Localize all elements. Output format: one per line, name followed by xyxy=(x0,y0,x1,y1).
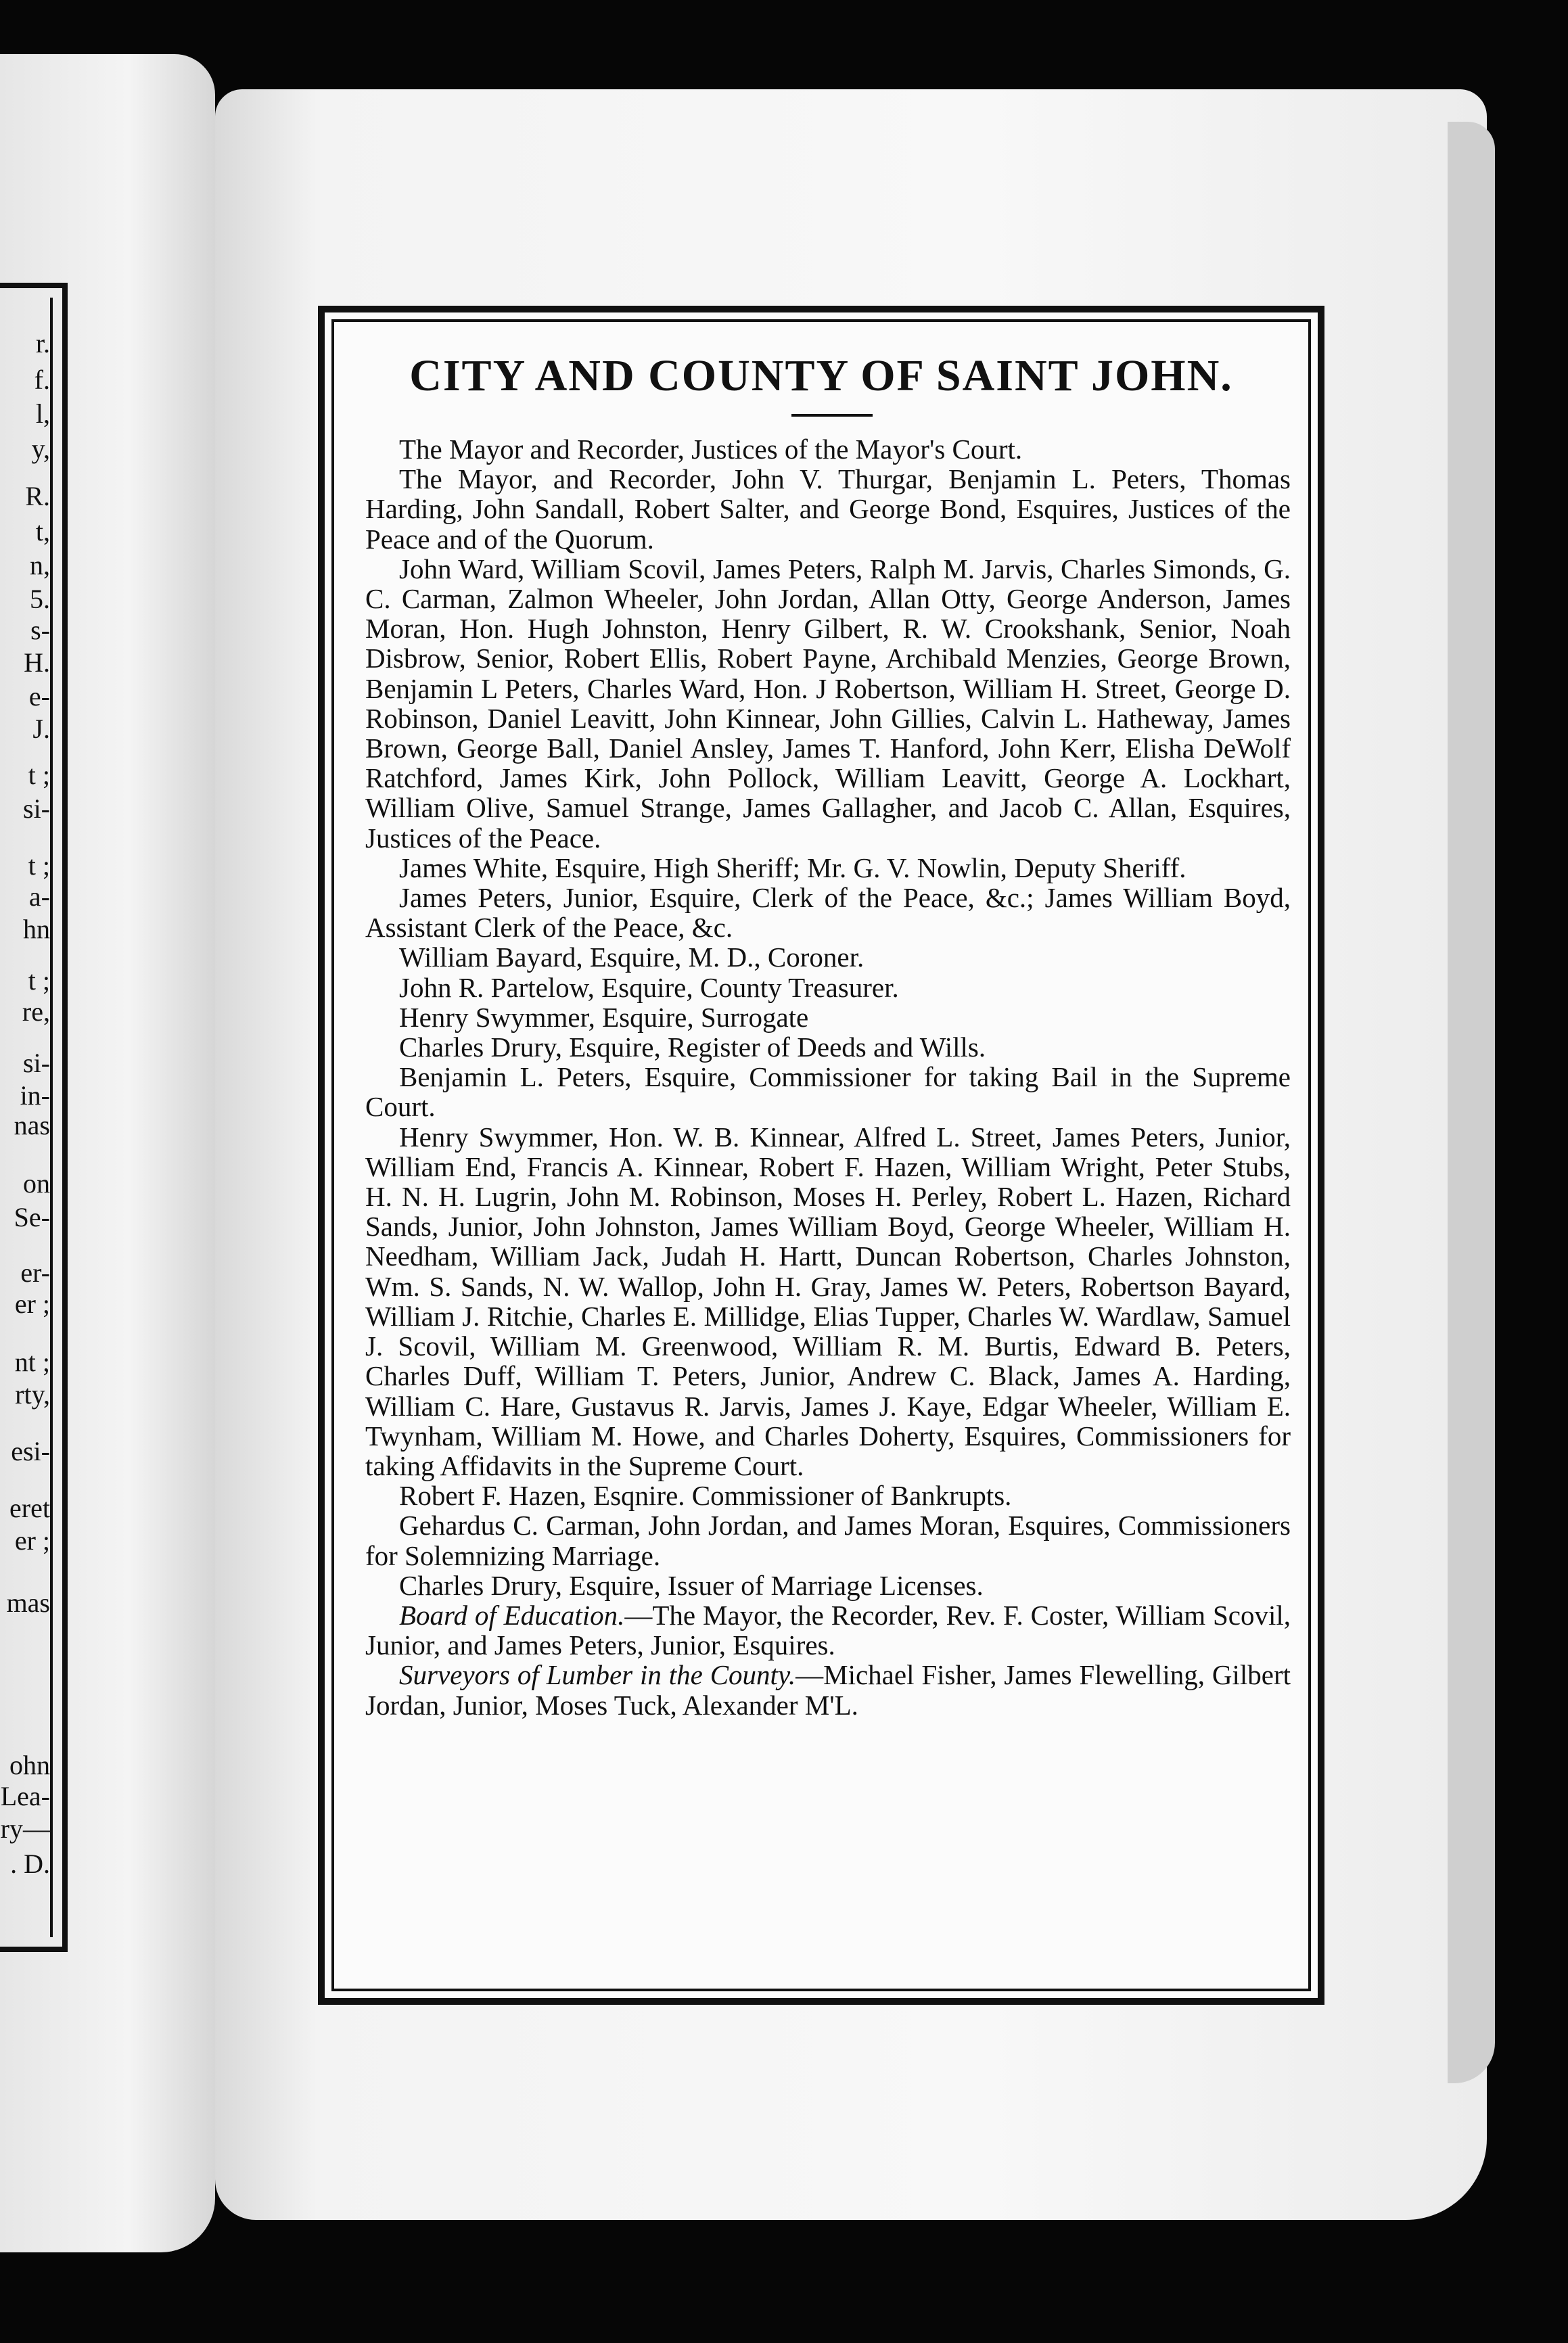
paragraph: Charles Drury, Esquire, Register of Deeds and Wills. xyxy=(399,1031,986,1063)
left-text-fragment: on xyxy=(23,1168,50,1199)
text-frame xyxy=(318,306,1324,2005)
surveyors-label: Surveyors of Lumber in the County. xyxy=(399,1659,796,1691)
left-text-fragment: a- xyxy=(28,881,50,912)
left-text-fragment: t ; xyxy=(28,850,50,881)
left-text-fragment: er ; xyxy=(14,1289,50,1319)
left-text-fragment: R. xyxy=(25,481,50,511)
title-rule xyxy=(791,414,873,417)
paragraph-board-of-education xyxy=(365,1600,1291,1660)
paragraph: Robert F. Hazen, Esqnire. Commissioner of Bankrupts. xyxy=(399,1480,1012,1512)
left-text-fragment: re, xyxy=(22,996,50,1027)
left-text-fragment: t ; xyxy=(28,760,50,790)
left-text-fragment: ohn xyxy=(9,1750,50,1780)
left-text-fragment: H. xyxy=(24,647,50,678)
left-text-fragment: si- xyxy=(23,1048,50,1078)
left-text-fragment: s- xyxy=(30,615,50,645)
left-text-fragment: esi- xyxy=(11,1436,50,1466)
body-text xyxy=(365,434,1291,1720)
paragraph: Henry Swymmer, Esquire, Surrogate xyxy=(399,1001,809,1033)
left-text-fragment: si- xyxy=(23,793,50,824)
left-text-fragment: 5. xyxy=(30,584,50,614)
left-text-fragment: t ; xyxy=(28,965,50,996)
board-of-education-label: Board of Education. xyxy=(399,1599,625,1631)
left-text-fragment: eret xyxy=(9,1493,50,1523)
left-text-fragment: r. xyxy=(35,328,50,358)
left-text-fragment: Lea- xyxy=(0,1781,50,1811)
left-text-fragment: er ; xyxy=(14,1525,50,1556)
paragraph: Gehardus C. Carman, John Jordan, and James Moran, Esquires, Commissioners for Solemnizing Marriage. xyxy=(365,1510,1291,1571)
left-text-fragment: er- xyxy=(20,1257,50,1288)
paragraph: William Bayard, Esquire, M. D., Coroner. xyxy=(399,942,864,973)
paragraph: Benjamin L. Peters, Esquire, Commissioner for taking Bail in the Supreme Court. xyxy=(365,1061,1291,1123)
left-text-fragment: l, xyxy=(35,398,50,429)
surveyors-text: —Michael Fisher, James Flewelling, Gilbert Jordan, Junior, Moses Tuck, Alexander M'L. xyxy=(365,1659,1291,1721)
paragraph: Charles Drury, Esquire, Issuer of Marriage Licenses. xyxy=(399,1569,984,1601)
paragraph: John R. Partelow, Esquire, County Treasurer. xyxy=(399,971,899,1003)
page-title: CITY AND COUNTY OF SAINT JOHN. xyxy=(409,351,1233,400)
paragraph-list xyxy=(365,434,1291,1600)
left-text-fragment: in- xyxy=(20,1080,50,1111)
left-text-fragment: rty, xyxy=(15,1379,50,1410)
left-text-fragment: nas xyxy=(14,1110,50,1140)
board-of-education-text: —The Mayor, the Recorder, Rev. F. Coster, William Scovil, Junior, and James Peters, Junior, Esquires. xyxy=(365,1599,1291,1661)
left-text-fragment: f. xyxy=(34,365,50,395)
left-text-fragment: mas xyxy=(6,1587,50,1618)
paragraph: Henry Swymmer, Hon. W. B. Kinnear, Alfred L. Street, James Peters, Junior, William End, Francis A. Kinnear, Robert F. Hazen, William Wright, Peter Stubs, H. N. H. Lugrin, John M. Robinson, Moses H. Perley, Robert L. Hazen, Richard Sands, Junior, John Johnston, James William Boyd, George Wheeler, William H. Needham, William Jack, Judah H. Hartt, Duncan Robertson, Charles Johnston, Wm. S. Sands, N. W. Wallop, John H. Gray, James W. Peters, Robertson Bayard, William J. Ritchie, Charles E. Millidge, Elias Tupper, Charles W. Wardlaw, Samuel J. Scovil, William M. Greenwood, William R. M. Burtis, Edward B. Peters, Charles Duff, William T. Peters, Junior, Andrew C. Black, James A. Harding, William C. Hare, Gustavus R. Jarvis, James J. Kaye, Edgar Wheeler, William E. Twynham, William M. Howe, and Charles Doherty, Esquires, Commissioners for taking Affidavits in the Supreme Court. xyxy=(365,1121,1291,1481)
left-text-fragment: n, xyxy=(30,550,50,580)
paragraph: The Mayor and Recorder, Justices of the Mayor's Court. xyxy=(399,434,1023,465)
paragraph: John Ward, William Scovil, James Peters, Ralph M. Jarvis, Charles Simonds, G. C. Carman, Zalmon Wheeler, John Jordan, Allan Otty, George Anderson, James Moran, Hon. Hugh Johnston, Henry Gilbert, R. W. Crookshank, Senior, Noah Disbrow, Senior, Robert Ellis, Robert Payne, Archibald Menzies, George Brown, Benjamin L Peters, Charles Ward, Hon. J Robertson, William H. Street, George D. Robinson, Daniel Leavitt, John Kinnear, John Gillies, Calvin L. Hatheway, James Brown, George Ball, Daniel Ansley, James T. Hanford, John Kerr, Elisha DeWolf Ratchford, James Kirk, John Pollock, William Leavitt, George A. Lockhart, William Olive, Samuel Strange, James Gallagher, and Jacob C. Allan, Esquires, Justices of the Peace. xyxy=(365,553,1291,854)
left-text-fragment: nt ; xyxy=(14,1347,50,1377)
left-text-fragment: hn xyxy=(23,914,50,944)
paragraph-surveyors xyxy=(365,1660,1291,1719)
left-text-fragment: e- xyxy=(28,681,50,712)
left-text-fragment: J. xyxy=(32,714,50,744)
page-edge xyxy=(1448,122,1495,2083)
left-text-fragment: ry— xyxy=(0,1813,50,1844)
left-text-fragment: Se- xyxy=(14,1202,50,1232)
left-page-frame xyxy=(0,283,68,1952)
paragraph: James Peters, Junior, Esquire, Clerk of the Peace, &c.; James William Boyd, Assistant Clerk of the Peace, &c. xyxy=(365,882,1291,944)
paragraph: The Mayor, and Recorder, John V. Thurgar, Benjamin L. Peters, Thomas Harding, John Sandall, Robert Salter, and George Bond, Esquires, Justices of the Peace and of the Quorum. xyxy=(365,463,1291,555)
left-text-fragment: t, xyxy=(35,516,50,547)
left-text-fragment: y, xyxy=(31,434,50,464)
left-text-fragment: . D. xyxy=(10,1849,50,1879)
paragraph: James White, Esquire, High Sheriff; Mr. G. V. Nowlin, Deputy Sheriff. xyxy=(399,852,1186,883)
